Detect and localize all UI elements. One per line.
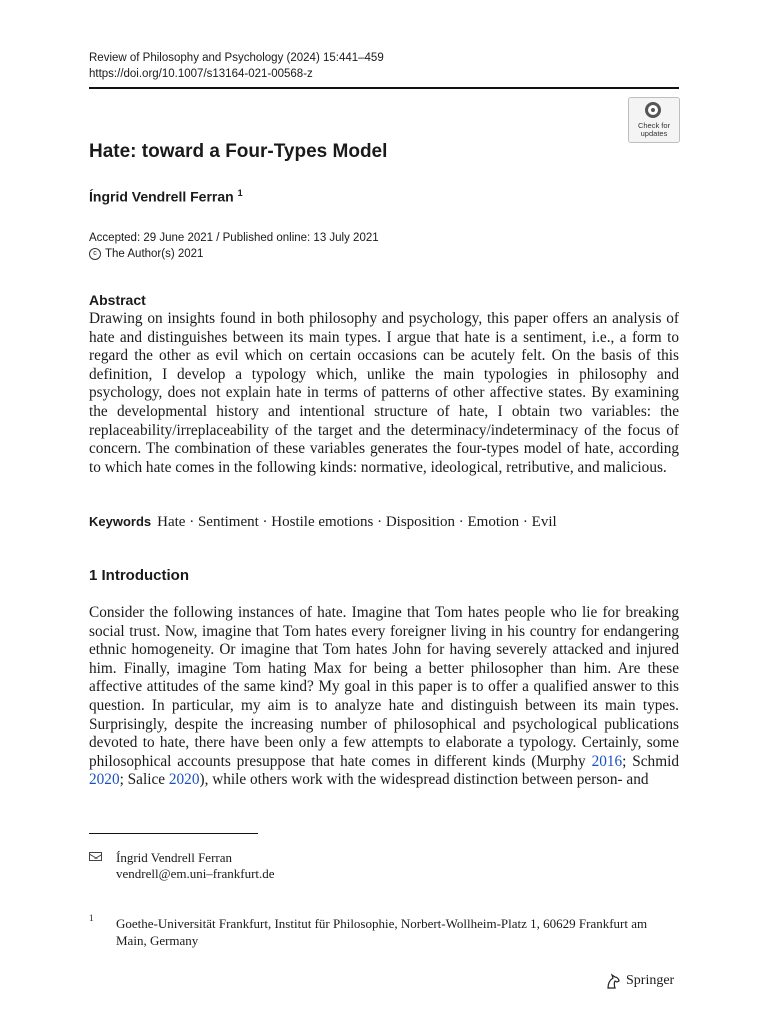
footnote-rule (89, 833, 258, 834)
mail-icon (89, 852, 102, 861)
affiliation-text: Goethe-Universität Frankfurt, Institut für Philosophie, Norbert-Wollheim-Platz 1, 60629 Frankfurt am Main, Germany (116, 916, 648, 948)
article-title: Hate: toward a Four-Types Model (89, 141, 388, 162)
publisher-logo (605, 972, 674, 990)
badge-line-2: updates (640, 129, 668, 138)
publisher-name: Springer (626, 973, 675, 988)
intro-text-part-2: ; Schmid (622, 752, 679, 770)
keywords-label: Keywords (89, 514, 152, 529)
copyright-text: The Author(s) 2021 (105, 248, 204, 260)
check-for-updates-badge[interactable] (628, 97, 680, 143)
author-line (89, 188, 243, 205)
publication-dates (89, 230, 379, 262)
date-separator: / (213, 232, 223, 244)
author-name: Íngrid Vendrell Ferran (89, 188, 234, 205)
corresponding-author-name: Íngrid Vendrell Ferran (116, 850, 233, 865)
introduction-heading: 1 Introduction (89, 567, 189, 584)
journal-header (89, 50, 384, 82)
author-affiliation-marker: 1 (237, 188, 243, 198)
affiliation-number: 1 (89, 913, 94, 923)
intro-text-part-3: ; Salice (119, 771, 169, 789)
abstract-text: Drawing on insights found in both philosophy and psychology, this paper offers an analysis of hate and distinguishes between its main types. I argue that hate is a sentiment, i.e., a form to regard the other as evil which on certain occasions can be acutely felt. On the basis of this definition, I develop a typology which, unlike the main typologies in philosophy and psychology, does not explain hate in terms of patterns of other affective states. By examining the developmental history and intentional structure of hate, I obtain two variables: the replaceability/irreplaceability of the target and the determinacy/indeterminacy of the focus of concern. The combination of these variables generates the four-types model of hate, according to which hate comes in the following kinds: normative, ideological, retributive, and malicious. (89, 310, 679, 476)
badge-line-1: Check for (637, 121, 671, 130)
citation-murphy-2016[interactable]: 2016 (591, 752, 623, 770)
intro-text-part-4: ), while others work with the widespread distinction between person- and (199, 771, 649, 789)
header-rule (89, 87, 679, 89)
corresponding-author-email[interactable]: vendrell@em.uni–frankfurt.de (116, 866, 275, 881)
check-for-updates-icon (645, 102, 661, 118)
citation-salice-2020[interactable]: 2020 (168, 771, 200, 789)
intro-text-part-1: Consider the following instances of hate. Imagine that Tom hates people who lie for breaking social trust. Now, imagine that Tom hates every foreigner living in his country for endangering ethnic homogeneity. Or imagine that Tom hates John for having severely attacked and injured him. Finally, imagine Tom hating Max for being a better philosopher than him. Are these affective attitudes of the same kind? My goal in this paper is to offer a qualified answer to this question. In particular, my aim is to analyze hate and distinguish between its main types. Surprisingly, despite the increasing number of philosophical and psychological publications devoted to hate, there have been only a few attempts to elaborate a typology. Certainly, some philosophical accounts presuppose that hate comes in different kinds (Murphy (89, 604, 679, 770)
springer-horse-icon (605, 972, 621, 990)
journal-citation: Review of Philosophy and Psychology (2024) 15:441–459 (89, 52, 384, 64)
copyright-icon: c (89, 248, 101, 260)
abstract-heading: Abstract (89, 292, 146, 308)
citation-schmid-2020[interactable]: 2020 (89, 771, 120, 789)
accepted-date: Accepted: 29 June 2021 (89, 232, 214, 244)
published-date: Published online: 13 July 2021 (222, 232, 379, 244)
journal-doi[interactable]: https://doi.org/10.1007/s13164-021-00568-z (89, 68, 313, 80)
keywords (89, 514, 557, 531)
introduction-text (89, 604, 679, 790)
keywords-list: Hate · Sentiment · Hostile emotions · Disposition · Emotion · Evil (157, 514, 557, 530)
